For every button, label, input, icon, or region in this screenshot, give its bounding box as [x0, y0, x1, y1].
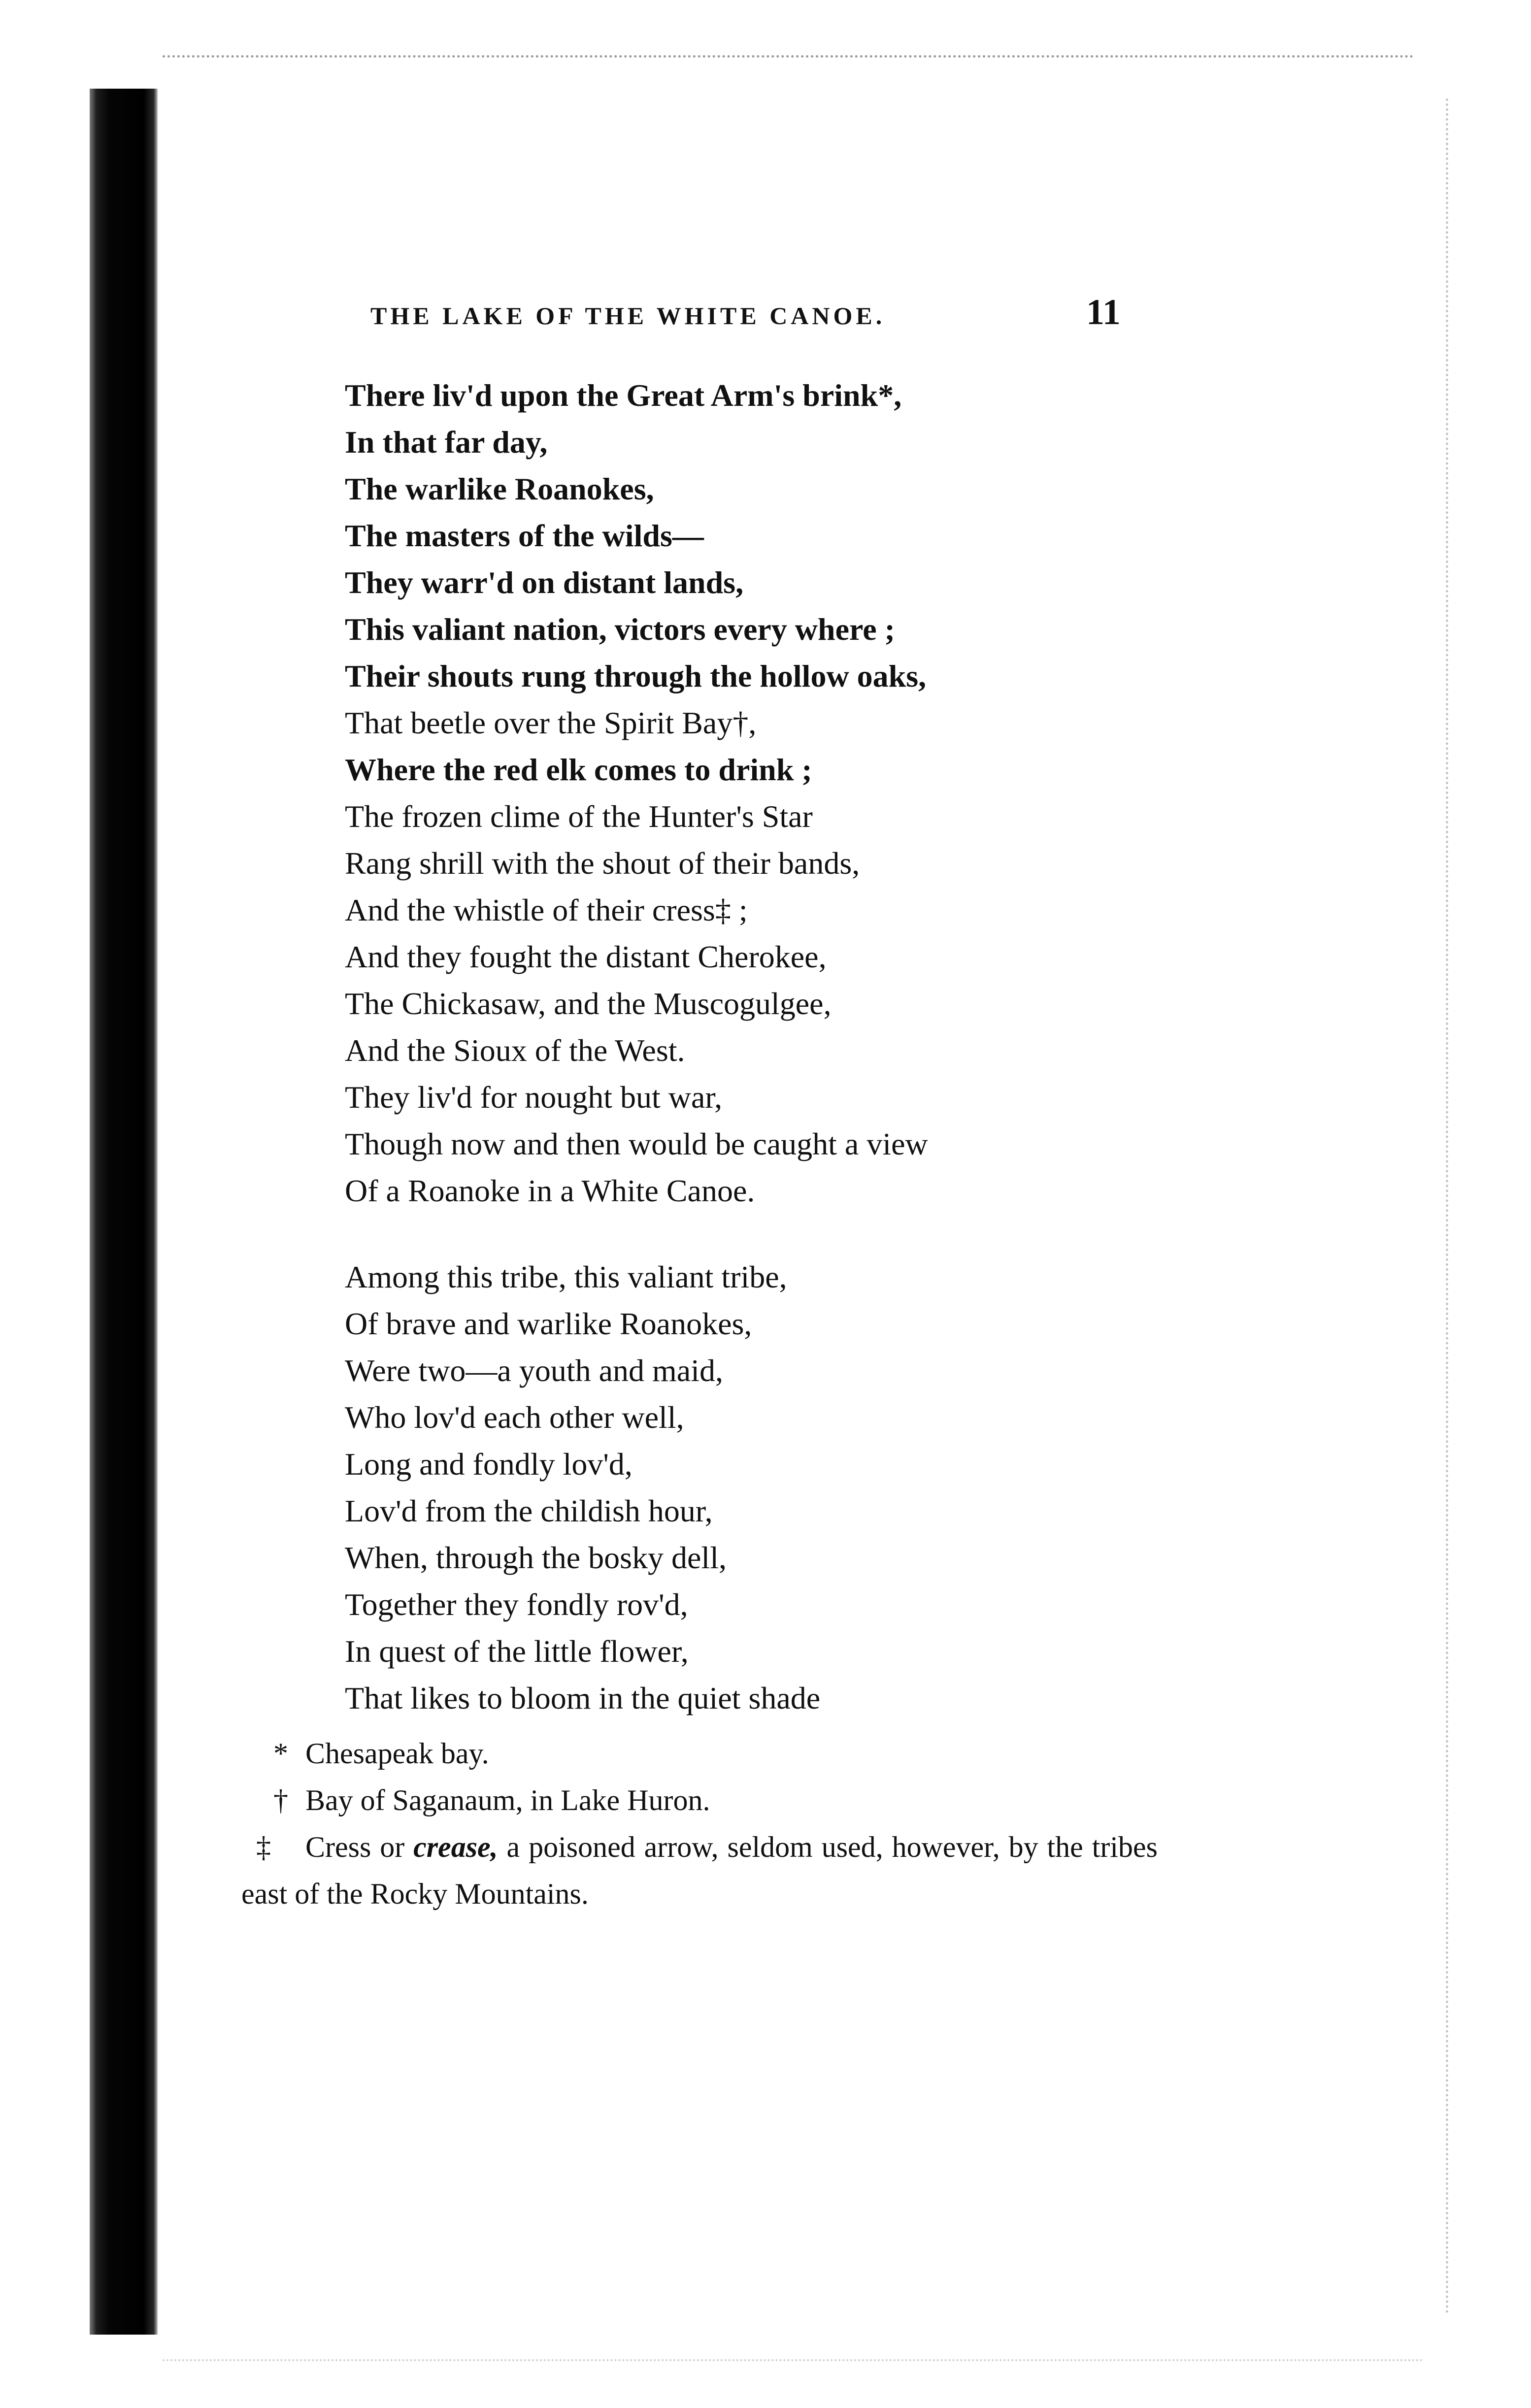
verse-line: Rang shrill with the shout of their bands, — [345, 846, 860, 881]
verse-line: They liv'd for nought but war, — [345, 1080, 723, 1115]
verse-line: The warlike Roanokes, — [345, 471, 654, 506]
verse-line: That likes to bloom in the quiet shade — [345, 1681, 821, 1715]
verse-line: And the whistle of their cress‡ ; — [345, 892, 748, 927]
verse-line: They warr'd on distant lands, — [345, 565, 744, 600]
stanza-1 — [345, 372, 928, 1214]
footnote-text: Bay of Saganaum, in Lake Huron. — [305, 1784, 710, 1816]
book-binding-edge — [90, 89, 158, 2335]
footnote-text: Cress or — [305, 1831, 414, 1863]
verse-line: And they fought the distant Cherokee, — [345, 939, 827, 974]
page-bottom-edge — [163, 2359, 1424, 2361]
verse-line: That beetle over the Spirit Bay†, — [345, 705, 757, 740]
stanza-2 — [345, 1253, 820, 1721]
verse-line: When, through the bosky dell, — [345, 1540, 727, 1575]
verse-line: The frozen clime of the Hunter's Star — [345, 799, 813, 834]
verse-line: This valiant nation, victors every where ; — [345, 612, 895, 647]
verse-line: Long and fondly lov'd, — [345, 1447, 632, 1482]
verse-line: Of brave and warlike Roanokes, — [345, 1306, 752, 1341]
footnote-2 — [241, 1777, 1158, 1824]
verse-line: There liv'd upon the Great Arm's brink*, — [345, 378, 902, 413]
verse-line: In that far day, — [345, 425, 548, 460]
footnote-1 — [241, 1730, 1158, 1777]
footnote-text: a poisoned arrow, seldom used, however, by the tribes east of the Rocky Mountains. — [241, 1831, 1158, 1910]
footnote-3 — [241, 1824, 1158, 1917]
verse-line: And the Sioux of the West. — [345, 1033, 685, 1068]
page-right-edge — [1446, 99, 1448, 2315]
verse-line: Among this tribe, this valiant tribe, — [345, 1259, 787, 1294]
footnote-mark: † — [273, 1784, 288, 1816]
verse-line: Of a Roanoke in a White Canoe. — [345, 1173, 755, 1208]
verse-line: Were two—a youth and maid, — [345, 1353, 723, 1388]
verse-line: Where the red elk comes to drink ; — [345, 752, 812, 787]
verse-line: In quest of the little flower, — [345, 1634, 689, 1669]
footnote-text: Chesapeak bay. — [305, 1737, 489, 1770]
verse-line: Who lov'd each other well, — [345, 1400, 684, 1435]
verse-line: Though now and then would be caught a view — [345, 1126, 928, 1161]
verse-line: The Chickasaw, and the Muscogulgee, — [345, 986, 832, 1021]
verse-line: The masters of the wilds— — [345, 518, 704, 553]
verse-line: Lov'd from the childish hour, — [345, 1493, 713, 1528]
footnote-emphasis: crease, — [413, 1831, 498, 1863]
verse-line: Their shouts rung through the hollow oaks, — [345, 659, 927, 693]
page-top-edge — [163, 55, 1414, 58]
footnote-mark: * — [273, 1737, 288, 1770]
verse-line: Together they fondly rov'd, — [345, 1587, 688, 1622]
running-head: THE LAKE OF THE WHITE CANOE. — [370, 302, 886, 330]
footnote-mark: ‡ — [256, 1831, 271, 1863]
page-number: 11 — [1086, 292, 1121, 332]
footnotes — [241, 1730, 1158, 1917]
